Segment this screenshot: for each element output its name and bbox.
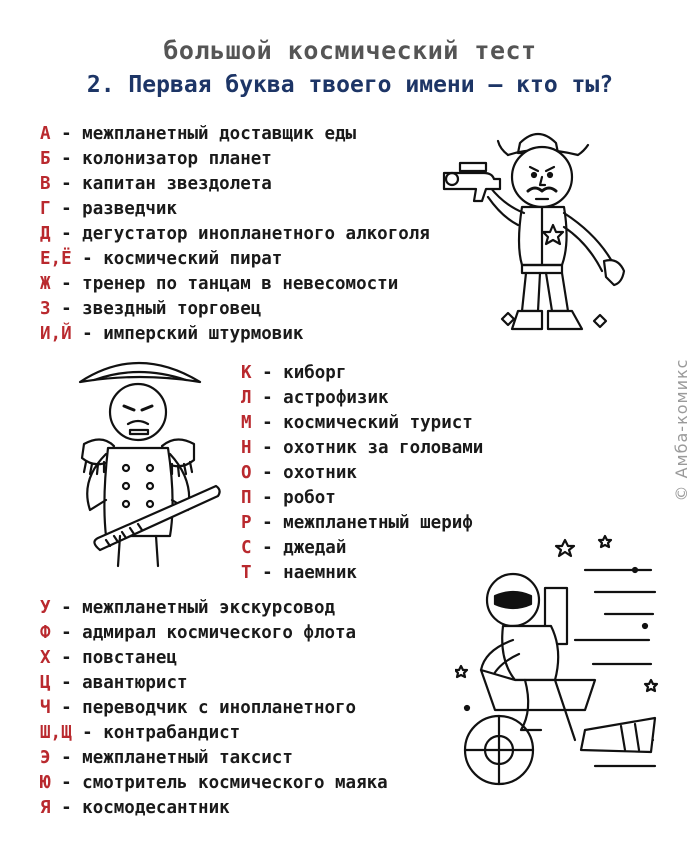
answer-item: [40, 172, 430, 197]
answer-item: [241, 386, 483, 411]
answer-separator: -: [50, 623, 83, 643]
answer-letter: Н: [241, 438, 252, 458]
answer-text: имперский штурмовик: [103, 324, 304, 344]
answer-separator: -: [251, 438, 284, 458]
answer-text: повстанец: [82, 648, 177, 668]
answer-letter: А: [40, 124, 51, 144]
answer-text: звездный торговец: [82, 299, 262, 319]
answer-separator: -: [71, 723, 104, 743]
answer-letter: Ч: [40, 698, 51, 718]
answer-text: переводчик с инопланетного: [82, 698, 357, 718]
answer-separator: -: [50, 124, 83, 144]
answer-text: капитан звездолета: [82, 174, 272, 194]
answer-separator: -: [50, 149, 83, 169]
answer-separator: -: [50, 274, 83, 294]
answer-separator: -: [50, 748, 83, 768]
answer-letter: Л: [241, 388, 252, 408]
answer-item: [40, 646, 388, 671]
answer-letter: Ш,Щ: [40, 723, 72, 743]
answer-item: [241, 461, 483, 486]
answer-text: охотник за головами: [283, 438, 484, 458]
answer-item: [40, 122, 430, 147]
answer-letter: К: [241, 363, 252, 383]
answer-letter: Ю: [40, 773, 51, 793]
answer-text: дегустатор инопланетного алкоголя: [82, 224, 430, 244]
answer-item: [241, 411, 483, 436]
answer-text: космический турист: [283, 413, 473, 433]
answer-separator: -: [50, 299, 83, 319]
answer-letter: О: [241, 463, 252, 483]
answer-item: [40, 746, 388, 771]
answer-separator: -: [50, 698, 83, 718]
answer-letter: С: [241, 538, 252, 558]
answer-separator: -: [251, 488, 284, 508]
answer-letter: Д: [40, 224, 51, 244]
answer-item: [40, 272, 430, 297]
answer-text: адмирал космического флота: [82, 623, 357, 643]
answer-item: [40, 721, 388, 746]
answer-separator: -: [71, 324, 104, 344]
answer-letter: Э: [40, 748, 51, 768]
answer-text: киборг: [283, 363, 347, 383]
answer-separator: -: [50, 798, 83, 818]
answer-letter: Б: [40, 149, 51, 169]
answer-item: [40, 247, 430, 272]
answer-item: [241, 511, 483, 536]
answer-separator: -: [50, 648, 83, 668]
answer-item: [40, 596, 388, 621]
answer-separator: -: [251, 563, 284, 583]
answer-text: робот: [283, 488, 336, 508]
answer-item: [40, 297, 430, 322]
answer-item: [40, 671, 388, 696]
pirate-admiral-illustration: [40, 350, 235, 575]
answer-item: [241, 361, 483, 386]
answer-item: [40, 147, 430, 172]
answer-separator: -: [50, 673, 83, 693]
answer-separator: -: [251, 388, 284, 408]
answer-letter: Г: [40, 199, 51, 219]
answer-text: межпланетный доставщик еды: [82, 124, 357, 144]
answer-item: [40, 771, 388, 796]
answer-separator: -: [50, 598, 83, 618]
answer-text: межпланетный таксист: [82, 748, 293, 768]
copyright-watermark: © Амба-комикс: [672, 358, 691, 502]
answer-item: [40, 696, 388, 721]
page-title: большой космический тест: [163, 36, 537, 65]
answer-item: [241, 436, 483, 461]
answer-text: тренер по танцам в невесомости: [82, 274, 399, 294]
answer-separator: -: [251, 363, 284, 383]
answer-item: [40, 322, 430, 347]
answer-item: [40, 621, 388, 646]
answer-item: [241, 486, 483, 511]
answer-letter: У: [40, 598, 51, 618]
answer-letter: И,Й: [40, 324, 72, 344]
answer-letter: Е,Ё: [40, 249, 72, 269]
answer-text: охотник: [283, 463, 357, 483]
astronaut-on-space-bike-illustration: [455, 530, 665, 820]
answer-letter: В: [40, 174, 51, 194]
answer-text: космодесантник: [82, 798, 230, 818]
answer-text: межпланетный экскурсовод: [82, 598, 336, 618]
answer-item: [40, 197, 430, 222]
answer-text: наемник: [283, 563, 357, 583]
answer-letter: П: [241, 488, 252, 508]
answer-letter: Х: [40, 648, 51, 668]
quiz-question: 2. Первая буква твоего имени — кто ты?: [86, 72, 614, 98]
answer-item: [241, 536, 483, 561]
answer-list-k-t: [241, 361, 483, 586]
answer-separator: -: [71, 249, 104, 269]
answer-letter: Ж: [40, 274, 51, 294]
answer-letter: Ц: [40, 673, 51, 693]
answer-letter: З: [40, 299, 51, 319]
answer-item: [241, 561, 483, 586]
answer-item: [40, 222, 430, 247]
answer-text: авантюрист: [82, 673, 188, 693]
answer-letter: Т: [241, 563, 252, 583]
answer-letter: Р: [241, 513, 252, 533]
answer-separator: -: [50, 773, 83, 793]
answer-item: [40, 796, 388, 821]
answer-letter: Я: [40, 798, 51, 818]
answer-text: межпланетный шериф: [283, 513, 473, 533]
answer-letter: Ф: [40, 623, 51, 643]
answer-separator: -: [50, 174, 83, 194]
answer-list-a-i: [40, 122, 430, 347]
answer-separator: -: [251, 538, 284, 558]
answer-list-u-ya: [40, 596, 388, 821]
answer-text: разведчик: [82, 199, 177, 219]
answer-separator: -: [50, 199, 83, 219]
space-cowboy-sheriff-illustration: [438, 115, 653, 340]
answer-text: колонизатор планет: [82, 149, 272, 169]
answer-separator: -: [251, 513, 284, 533]
answer-text: астрофизик: [283, 388, 389, 408]
answer-text: контрабандист: [103, 723, 241, 743]
answer-letter: М: [241, 413, 252, 433]
answer-separator: -: [251, 413, 284, 433]
answer-text: джедай: [283, 538, 347, 558]
answer-text: смотритель космического маяка: [82, 773, 388, 793]
answer-separator: -: [50, 224, 83, 244]
answer-separator: -: [251, 463, 284, 483]
answer-text: космический пират: [103, 249, 283, 269]
